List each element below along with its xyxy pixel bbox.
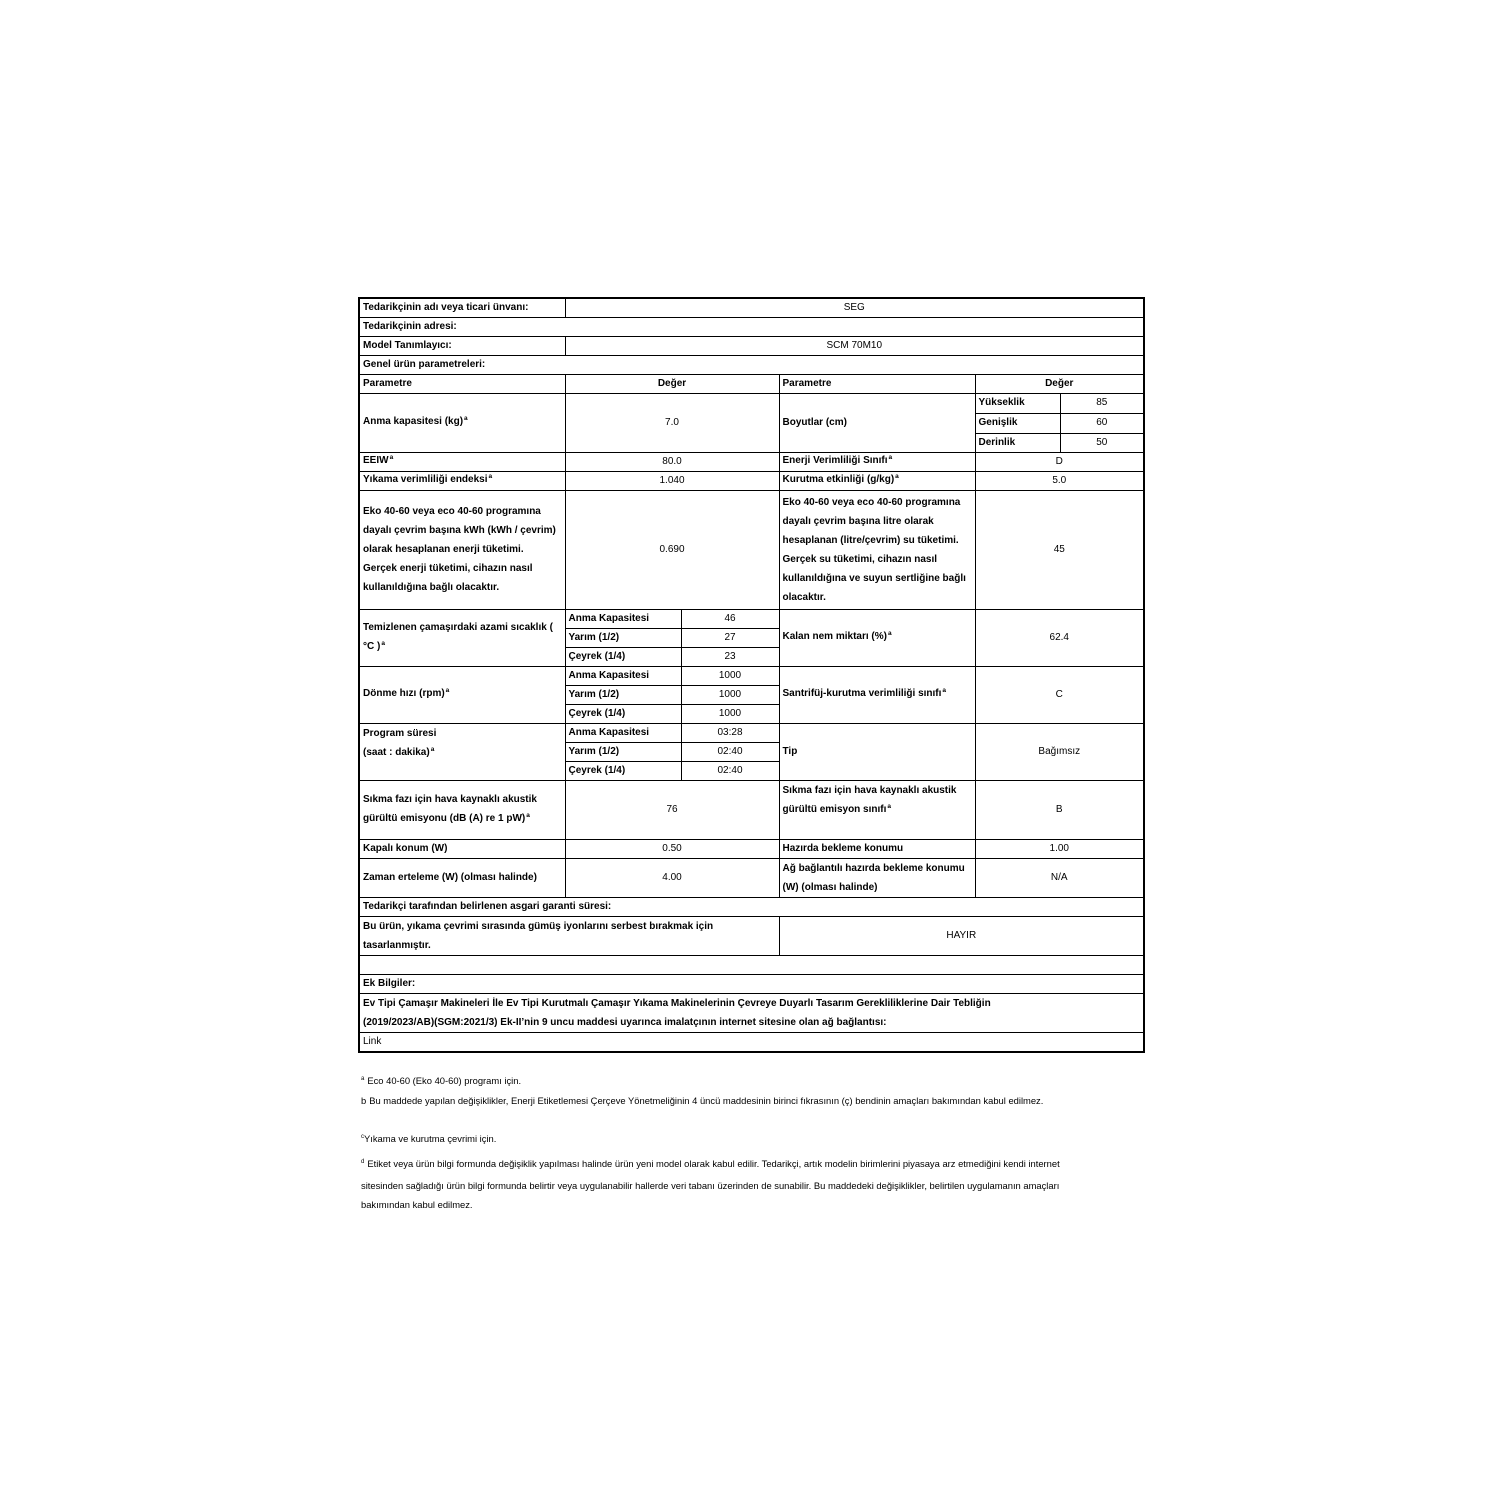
rated-capacity-label-cell — [359, 393, 565, 452]
footnote-c-text: Yıkama ve kurutma çevrimi için. — [364, 1133, 497, 1144]
program-duration-line: Program süresi — [363, 727, 437, 739]
off-mode-value: 0.50 — [565, 839, 779, 858]
remaining-moisture-value: 62.4 — [975, 609, 1144, 666]
spin-speed-label: Dönme hızı (rpm) — [363, 688, 445, 699]
noise-class-line: Sıkma fazı için hava kaynaklı akustik — [782, 784, 957, 796]
header-value-right: Değer — [975, 374, 1144, 393]
eeiw-value: 80.0 — [565, 452, 779, 471]
dimension-height-value: 85 — [1060, 393, 1144, 413]
spin-speed-rated-value: 1000 — [681, 666, 779, 685]
off-mode-label: Kapalı konum (W) — [359, 839, 565, 858]
header-value-left: Değer — [565, 374, 779, 393]
drying-efficiency-label: Kurutma etkinliği (g/kg) — [782, 474, 895, 485]
type-value: Bağımsız — [975, 723, 1144, 780]
dimension-depth-label: Derinlik — [975, 433, 1060, 452]
footnote-d-line-1 — [361, 1154, 1060, 1176]
noise-class-line-2 — [783, 800, 972, 820]
footnote-mark: a — [887, 630, 892, 637]
footnote-mark: a — [445, 687, 450, 694]
washing-index-label: Yıkama verimliliği endeksi — [363, 474, 488, 485]
energy-consumption-value: 0.690 — [565, 490, 779, 609]
rated-capacity-label: Anma kapasitesi (kg) — [363, 416, 464, 427]
regulation-line: Ev Tipi Çamaşır Makineleri İle Ev Tipi Kurutmalı Çamaşır Yıkama Makinelerinin Çevreye Duyarlı Tasarım Gerekliliklerine Dair Tebliğin — [363, 997, 991, 1009]
water-consumption-line: hesaplanan (litre/çevrim) su tüketimi. — [782, 534, 959, 546]
noise-class-text: gürültü emisyon sınıfı — [782, 803, 887, 815]
max-temperature-line: Temizlenen çamaşırdaki azami sıcaklık ( — [363, 622, 553, 633]
general-parameters-heading: Genel ürün parametreleri: — [359, 355, 1144, 374]
eeiw-label-cell — [359, 452, 565, 471]
footnote-d-text: Etiket veya ürün bilgi formunda değişiklik yapılması halinde ürün yeni model olarak kabul edilir. Tedarikçi, artık modelin birimlerini piyasaya arz etmediğini kendi internet — [367, 1158, 1060, 1169]
max-temperature-rated-label: Anma Kapasitesi — [565, 609, 681, 628]
footnote-d-mark: d — [361, 1159, 365, 1165]
energy-class-value: D — [975, 452, 1144, 471]
program-duration-unit: (saat : dakika) — [363, 746, 430, 758]
supplier-name-label: Tedarikçinin adı veya ticari ünvanı: — [359, 298, 565, 317]
max-temperature-label-cell — [359, 609, 565, 666]
max-temperature-half-value: 27 — [681, 628, 779, 647]
washing-index-value: 1.040 — [565, 471, 779, 490]
spin-speed-quarter-label: Çeyrek (1/4) — [565, 704, 681, 723]
silver-ions-line: tasarlanmıştır. — [363, 939, 431, 951]
dimension-width-label: Genişlik — [975, 413, 1060, 433]
footnote-mark: a — [430, 745, 435, 753]
energy-consumption-label-cell — [359, 490, 565, 609]
spin-speed-half-value: 1000 — [681, 685, 779, 704]
silver-ions-value: HAYIR — [779, 916, 1144, 955]
standby-label: Hazırda bekleme konumu — [779, 839, 975, 858]
networked-standby-value: N/A — [975, 858, 1144, 897]
max-temperature-quarter-value: 23 — [681, 647, 779, 666]
footnote-d — [361, 1154, 1060, 1214]
rated-capacity-value: 7.0 — [565, 393, 779, 452]
spin-speed-rated-label: Anma Kapasitesi — [565, 666, 681, 685]
program-duration-half-value: 02:40 — [681, 742, 779, 761]
model-identifier-value: SCM 70M10 — [565, 336, 1144, 355]
max-temperature-unit: °C ) — [363, 641, 381, 652]
empty-row — [359, 955, 1144, 974]
spin-class-label: Santrifüj-kurutma verimliliği sınıfı — [782, 688, 942, 699]
product-information-table — [358, 297, 1145, 1053]
drying-efficiency-label-cell — [779, 471, 975, 490]
networked-standby-label-cell — [779, 858, 975, 897]
washing-index-label-cell — [359, 471, 565, 490]
footnote-mark: a — [887, 802, 892, 810]
max-temperature-quarter-label: Çeyrek (1/4) — [565, 647, 681, 666]
program-duration-line-2 — [363, 743, 562, 763]
noise-emission-unit: gürültü emisyonu (dB (A) re 1 pW) — [363, 813, 526, 824]
link-cell — [359, 1032, 1144, 1052]
dimension-depth-value: 50 — [1060, 433, 1144, 452]
footnote-a-mark: a — [361, 1076, 365, 1082]
networked-standby-line: Ağ bağlantılı hazırda bekleme konumu — [782, 862, 965, 874]
dimensions-label: Boyutlar (cm) — [779, 393, 975, 452]
silver-ions-line: Bu ürün, yıkama çevrimi sırasında gümüş iyonlarını serbest bırakmak için — [363, 920, 714, 932]
networked-standby-line: (W) (olması halinde) — [782, 881, 878, 893]
energy-consumption-line: olarak hesaplanan enerji tüketimi. — [363, 544, 524, 555]
remaining-moisture-label-cell — [779, 609, 975, 666]
max-temperature-half-label: Yarım (1/2) — [565, 628, 681, 647]
footnote-mark: a — [389, 454, 394, 461]
program-duration-quarter-label: Çeyrek (1/4) — [565, 761, 681, 780]
delay-start-label: Zaman erteleme (W) (olması halinde) — [359, 858, 565, 897]
energy-consumption-line: Gerçek enerji tüketimi, cihazın nasıl — [363, 563, 533, 574]
noise-emission-line-2 — [363, 809, 562, 829]
delay-start-value: 4.00 — [565, 858, 779, 897]
header-parameter-right: Parametre — [779, 374, 975, 393]
header-parameter-left: Parametre — [359, 374, 565, 393]
eeiw-label: EEIW — [363, 455, 389, 466]
program-duration-rated-value: 03:28 — [681, 723, 779, 742]
energy-class-label: Enerji Verimliliği Sınıfı — [782, 455, 888, 466]
water-consumption-line: dayalı çevrim başına litre olarak — [782, 515, 934, 527]
supplier-address-label: Tedarikçinin adresi: — [359, 317, 1144, 336]
footnote-mark: a — [488, 473, 493, 480]
footnote-c-mark: c — [361, 1134, 364, 1140]
program-duration-quarter-value: 02:40 — [681, 761, 779, 780]
dimension-width-value: 60 — [1060, 413, 1144, 433]
max-temperature-rated-value: 46 — [681, 609, 779, 628]
footnote-mark: a — [464, 415, 468, 422]
noise-class-label-cell — [779, 780, 975, 839]
footnote-b-mark: b — [361, 1095, 367, 1106]
program-duration-label-cell — [359, 723, 565, 780]
max-temperature-line-2 — [363, 637, 562, 657]
additional-info-label: Ek Bilgiler: — [359, 974, 1144, 993]
spin-class-label-cell — [779, 666, 975, 723]
water-consumption-value: 45 — [975, 490, 1144, 609]
regulation-text-cell — [359, 993, 1144, 1032]
silver-ions-label-cell — [359, 916, 779, 955]
supplier-name-value: SEG — [565, 298, 1144, 317]
footnote-d-line-3: bakımından kabul edilmez. — [361, 1199, 473, 1210]
noise-emission-line: Sıkma fazı için hava kaynaklı akustik — [363, 794, 537, 805]
footnote-b-text: Bu maddede yapılan değişiklikler, Enerji Etiketlemesi Çerçeve Yönetmeliğinin 4 üncü maddesinin birinci fıkrasının (ç) bendinin amaçları bakımından kabul edilmez. — [369, 1095, 1044, 1106]
noise-class-value: B — [975, 780, 1144, 839]
remaining-moisture-label: Kalan nem miktarı (%) — [782, 631, 887, 642]
water-consumption-line: Gerçek su tüketimi, cihazın nasıl — [782, 553, 938, 565]
energy-consumption-line: Eko 40-60 veya eco 40-60 programına — [363, 506, 541, 517]
footnote-a-text: Eco 40-60 (Eko 40-60) programı için. — [367, 1075, 522, 1086]
dimension-height-label: Yükseklik — [975, 393, 1060, 413]
footnote-d-line-2: sitesinden sağladığı ürün bilgi formunda belirtir veya uygulanabilir hallerde veri tabanı üzerinden de sunabilir. Bu maddedeki değişiklikler, belirtilen uygulamanın amaçları — [361, 1180, 1060, 1191]
warranty-label: Tedarikçi tarafından belirlenen asgari garanti süresi: — [359, 897, 1144, 916]
spin-class-value: C — [975, 666, 1144, 723]
noise-emission-label-cell — [359, 780, 565, 839]
spin-speed-half-label: Yarım (1/2) — [565, 685, 681, 704]
footnote-c — [361, 1129, 496, 1151]
footnote-mark: a — [942, 687, 947, 694]
model-identifier-label: Model Tanımlayıcı: — [359, 336, 565, 355]
footnote-a — [361, 1071, 521, 1093]
water-consumption-label-cell — [779, 490, 975, 609]
standby-value: 1.00 — [975, 839, 1144, 858]
footnote-mark: a — [381, 640, 385, 647]
water-consumption-line: Eko 40-60 veya eco 40-60 programına — [782, 496, 961, 508]
energy-consumption-line: kullanıldığına bağlı olacaktır. — [363, 582, 500, 593]
energy-class-label-cell — [779, 452, 975, 471]
regulation-line: (2019/2023/AB)(SGM:2021/3) Ek-II’nin 9 uncu maddesi uyarınca imalatçının internet sitesine olan ağ bağlantısı: — [363, 1016, 887, 1028]
spin-speed-label-cell — [359, 666, 565, 723]
energy-consumption-line: dayalı çevrim başına kWh (kWh / çevrim) — [363, 525, 556, 536]
water-consumption-line: kullanıldığına ve suyun sertliğine bağlı — [782, 572, 966, 584]
footnote-mark: a — [526, 812, 530, 819]
manufacturer-link[interactable]: Link — [363, 1035, 382, 1047]
footnote-mark: a — [888, 454, 893, 461]
spin-speed-quarter-value: 1000 — [681, 704, 779, 723]
drying-efficiency-value: 5.0 — [975, 471, 1144, 490]
footnote-mark: a — [895, 473, 899, 480]
type-label: Tip — [779, 723, 975, 780]
footnote-b — [361, 1091, 1043, 1110]
program-duration-half-label: Yarım (1/2) — [565, 742, 681, 761]
water-consumption-line: olacaktır. — [782, 591, 826, 603]
program-duration-rated-label: Anma Kapasitesi — [565, 723, 681, 742]
noise-emission-value: 76 — [565, 780, 779, 839]
